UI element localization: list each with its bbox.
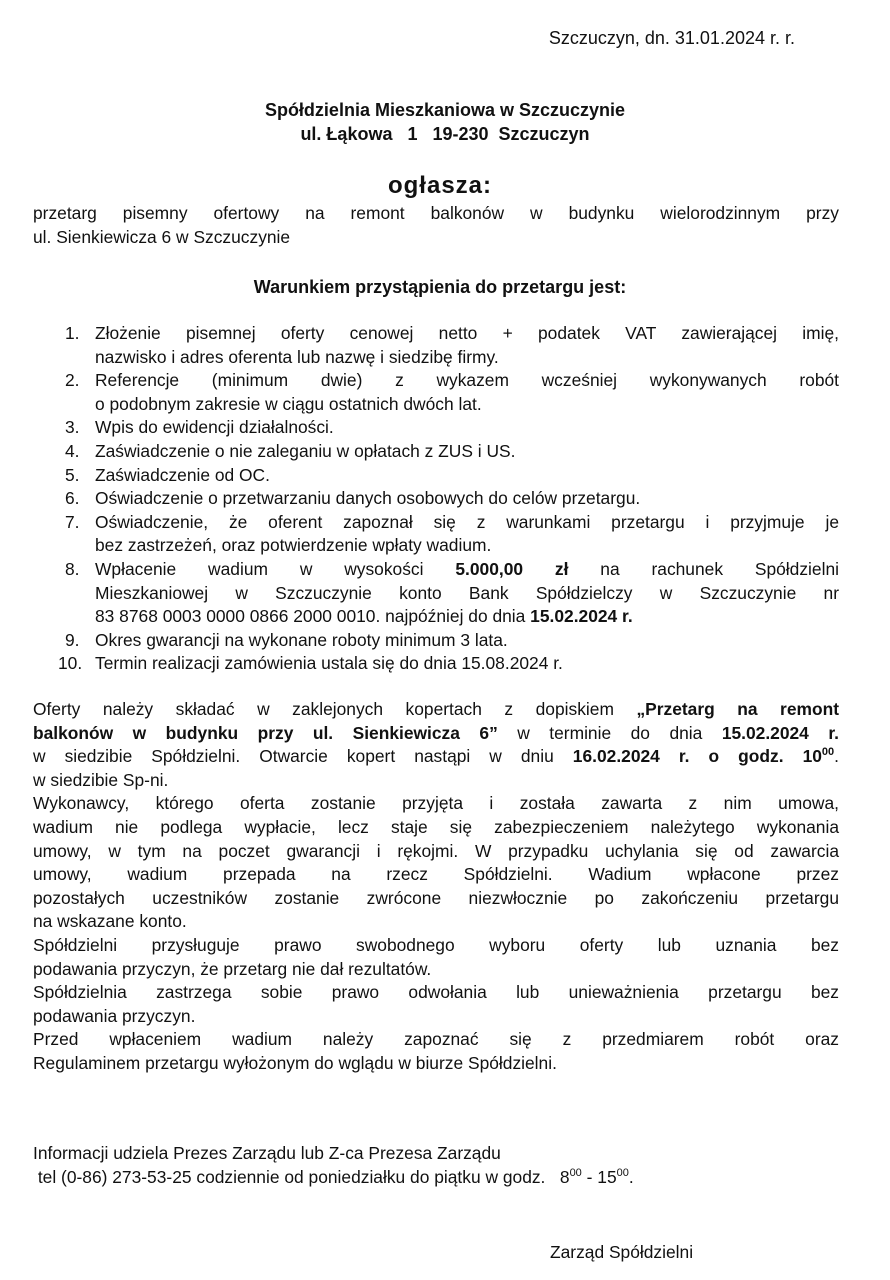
list-item-number: 1. xyxy=(65,323,80,343)
list-item-number: 10. xyxy=(58,653,83,674)
list-item-number: 2. xyxy=(65,370,80,391)
list-item-text xyxy=(95,558,839,582)
list-item-text: o podobnym zakresie w ciągu ostatnich dwóch lat. xyxy=(95,393,482,414)
offers-text: w terminie do dnia xyxy=(517,722,703,743)
organization-address: ul. Łąkowa 1 19-230 Szczuczyn xyxy=(300,124,590,144)
tender-subject-line: przetarg pisemny ofertowy na remont balkonów w budynku wielorodzinnym przy xyxy=(33,203,839,223)
before-paragraph-line: Regulaminem przetargu wyłożonym do wglądu w biurze Spółdzielni. xyxy=(33,1052,557,1073)
deposit-text: Wpłacenie wadium w wysokości xyxy=(95,558,424,579)
deposit-deadline: 15.02.2024 r. xyxy=(530,606,633,627)
list-item xyxy=(33,322,839,369)
before-paragraph-line: Przed wpłaceniem wadium należy zapoznać się z przedmiarem robót oraz xyxy=(33,1029,839,1050)
offers-paragraph-line xyxy=(33,722,839,746)
place-date-line: Szczuczyn, dn. 31.01.2024 r. r. xyxy=(548,28,795,48)
list-item-text: Zaświadczenie od OC. xyxy=(95,464,270,485)
list-item-number: 5. xyxy=(65,464,80,485)
announces-heading: ogłasza: xyxy=(387,172,493,199)
list-item-text xyxy=(95,605,839,629)
list-item-text: Okres gwarancji na wykonane roboty minimum 3 lata. xyxy=(95,629,508,650)
list-item-number: 7. xyxy=(65,511,80,532)
conditions-list xyxy=(33,322,839,676)
list-item xyxy=(33,369,839,416)
offers-paragraph-line: w siedzibie Sp-ni. xyxy=(33,769,169,790)
list-item xyxy=(33,487,839,511)
offers-paragraph-line xyxy=(33,745,839,769)
offers-deadline: 15.02.2024 r. xyxy=(721,722,839,743)
list-item-text: Referencje (minimum dwie) z wykazem wcześniej wykonywanych robót xyxy=(95,370,839,391)
list-item-text: Termin realizacji zamówienia ustala się do dnia 15.08.2024 r. xyxy=(95,653,563,674)
list-item-text: Oświadczenie, że oferent zapoznał się z warunkami przetargu i przyjmuje je xyxy=(95,511,839,532)
organization-name: Spółdzielnia Mieszkaniowa w Szczuczynie xyxy=(264,100,626,120)
list-item-text: Oświadczenie o przetwarzaniu danych osobowych do celów przetargu. xyxy=(95,488,641,509)
list-item-text: Złożenie pisemnej oferty cenowej netto + podatek VAT zawierającej imię, xyxy=(95,323,839,343)
list-item xyxy=(33,652,839,676)
deposit-paragraph-line: wadium nie podlega wypłacie, lecz staje się zabezpieczeniem należytego wykonania xyxy=(33,816,839,837)
deposit-text: na rachunek Spółdzielni xyxy=(600,558,839,579)
hour-from-minutes: 00 xyxy=(569,1166,582,1179)
deposit-amount: 5.000,00 zł xyxy=(455,558,569,579)
hour-separator: - 15 xyxy=(581,1166,617,1187)
list-item-number: 6. xyxy=(65,488,80,509)
choice-paragraph-line: podawania przyczyn, że przetarg nie dał rezultatów. xyxy=(33,958,432,979)
list-item-text: Mieszkaniowej w Szczuczynie konto Bank Spółdzielczy w Szczuczynie nr xyxy=(95,582,839,603)
deposit-paragraph-line: pozostałych uczestników zostanie zwrócone niezwłocznie po zakończeniu przetargu xyxy=(33,887,839,908)
list-item-text: nazwisko i adres oferenta lub nazwę i siedzibę firmy. xyxy=(95,346,499,367)
announcement-body xyxy=(33,698,839,1076)
list-item xyxy=(33,464,839,488)
list-item xyxy=(33,629,839,653)
hour-end: . xyxy=(628,1166,634,1187)
tender-subject xyxy=(33,202,839,249)
conditions-heading: Warunkiem przystąpienia do przetargu jest: xyxy=(253,277,627,297)
list-item xyxy=(33,558,839,629)
list-item xyxy=(33,511,839,558)
deposit-paragraph-line: umowy, wadium przepada na rzecz Spółdzielni. Wadium wpłacone przez xyxy=(33,864,839,885)
envelope-label: „Przetarg na remont xyxy=(636,699,839,719)
envelope-label: balkonów w budynku przy ul. Sienkiewicza 6” xyxy=(33,722,498,743)
contact-line xyxy=(33,1166,839,1190)
list-item-number: 9. xyxy=(65,629,80,650)
list-item-number: 3. xyxy=(65,417,80,438)
list-item-text: Wpis do ewidencji działalności. xyxy=(95,417,334,438)
deposit-paragraph-line: na wskazane konto. xyxy=(33,911,187,932)
contact-line: Informacji udziela Prezes Zarządu lub Z-ca Prezesa Zarządu xyxy=(33,1143,501,1163)
opening-datetime xyxy=(573,746,834,766)
offers-text: w siedzibie Spółdzielni. Otwarcie kopert nastąpi w dniu xyxy=(33,746,554,767)
tender-subject-line: ul. Sienkiewicza 6 w Szczuczynie xyxy=(33,226,291,247)
cancel-paragraph-line: Spółdzielnia zastrzega sobie prawo odwołania lub unieważnienia przetargu bez xyxy=(33,982,839,1003)
contact-info xyxy=(33,1142,839,1189)
signature: Zarząd Spółdzielni xyxy=(550,1242,694,1262)
bank-account-text: 83 8768 0003 0000 0866 2000 0010. najpóźniej do dnia xyxy=(95,606,526,627)
list-item-number: 4. xyxy=(65,440,80,461)
opening-date: 16.02.2024 r. o godz. 10 xyxy=(572,746,822,767)
contact-phone-hours: tel (0-86) 273-53-25 codziennie od poniedziałku do piątku w godz. 8 xyxy=(33,1166,570,1187)
list-item xyxy=(33,416,839,440)
organization-header xyxy=(0,98,890,146)
offers-text: Oferty należy składać w zaklejonych kopertach z dopiskiem xyxy=(33,699,614,719)
offers-paragraph-line xyxy=(33,698,839,722)
hour-to-minutes: 00 xyxy=(616,1166,629,1179)
list-item-number: 8. xyxy=(65,558,80,579)
deposit-paragraph-line: Wykonawcy, którego oferta zostanie przyjęta i została zawarta z nim umowa, xyxy=(33,793,839,814)
choice-paragraph-line: Spółdzielni przysługuje prawo swobodnego wyboru oferty lub uznania bez xyxy=(33,934,839,955)
list-item-text: Zaświadczenie o nie zaleganiu w opłatach z ZUS i US. xyxy=(95,440,516,461)
list-item xyxy=(33,440,839,464)
list-item-text: bez zastrzeżeń, oraz potwierdzenie wpłaty wadium. xyxy=(95,535,492,556)
opening-minutes: 00 xyxy=(821,746,835,759)
deposit-paragraph-line: umowy, w tym na poczet gwarancji i rękojmi. W przypadku uchylania się od zawarcia xyxy=(33,840,839,861)
offers-text: . xyxy=(834,746,840,767)
cancel-paragraph-line: podawania przyczyn. xyxy=(33,1005,196,1026)
